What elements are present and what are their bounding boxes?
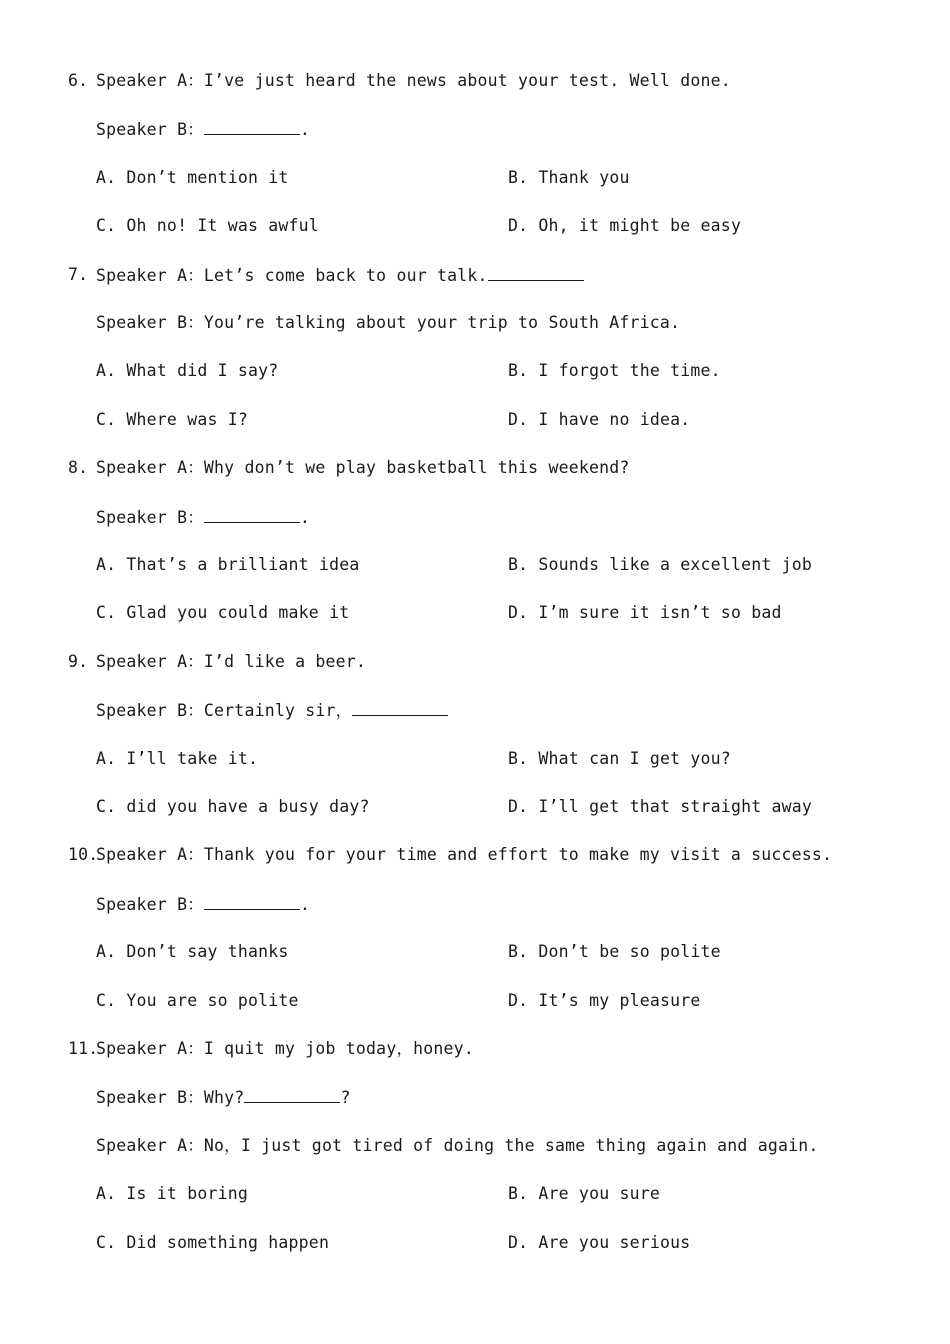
answer-blank[interactable] bbox=[488, 264, 584, 281]
question-number: 9. bbox=[68, 651, 89, 671]
dialogue-text-before: Speaker A：I’ve just heard the news about your test. Well done. bbox=[96, 71, 731, 90]
answer-option[interactable]: C. You are so polite bbox=[96, 990, 299, 1010]
dialogue-text bbox=[96, 506, 310, 529]
answer-option[interactable]: B. What can I get you? bbox=[508, 748, 731, 768]
answer-blank[interactable] bbox=[204, 506, 300, 523]
answer-option[interactable]: D. I have no idea. bbox=[508, 409, 691, 429]
dialogue-text-before: Speaker B：You’re talking about your trip to South Africa. bbox=[96, 313, 681, 332]
dialogue-text-before: Speaker A：I quit my job today，honey. bbox=[96, 1039, 474, 1058]
question-number: 8. bbox=[68, 458, 89, 478]
answer-option[interactable]: A. Don’t mention it bbox=[96, 167, 289, 187]
dialogue-text-before: Speaker B：Why? bbox=[96, 1088, 245, 1108]
answer-option[interactable]: A. What did I say? bbox=[96, 361, 279, 381]
dialogue-text bbox=[96, 70, 731, 92]
question-number: 11. bbox=[68, 1039, 99, 1058]
dialogue-text-before: Speaker A：Thank you for your time and effort to make my visit a success. bbox=[96, 845, 833, 865]
answer-option[interactable]: B. I forgot the time. bbox=[508, 361, 721, 381]
answer-option[interactable]: D. I’m sure it isn’t so bad bbox=[508, 603, 782, 623]
dialogue-text-before: Speaker A：No，I just got tired of doing the same thing again and again. bbox=[96, 1135, 819, 1155]
dialogue-text-before: Speaker B： bbox=[96, 507, 204, 527]
answer-option[interactable]: C. Did something happen bbox=[96, 1232, 330, 1252]
answer-option[interactable]: B. Are you sure bbox=[508, 1184, 661, 1204]
answer-option[interactable]: D. Are you serious bbox=[508, 1232, 691, 1252]
dialogue-text bbox=[96, 893, 310, 916]
answer-option[interactable]: C. Glad you could make it bbox=[96, 603, 350, 623]
dialogue-text bbox=[96, 844, 832, 866]
dialogue-text-after: . bbox=[299, 894, 311, 914]
dialogue-text bbox=[96, 699, 448, 722]
dialogue-text bbox=[96, 457, 630, 479]
dialogue-text bbox=[96, 264, 584, 287]
dialogue-text-before: Speaker B：Certainly sir， bbox=[96, 701, 353, 721]
dialogue-text-after: . bbox=[299, 507, 311, 527]
dialogue-text-after: ? bbox=[340, 1088, 351, 1108]
answer-option[interactable]: B. Sounds like a excellent job bbox=[508, 555, 813, 574]
question-number: 7. bbox=[68, 264, 89, 284]
answer-option[interactable]: D. Oh, it might be easy bbox=[508, 216, 742, 236]
dialogue-text bbox=[96, 1038, 474, 1060]
dialogue-text bbox=[96, 118, 310, 141]
dialogue-text-before: Speaker A：Why don’t we play basketball this weekend? bbox=[96, 458, 630, 478]
dialogue-text bbox=[96, 1135, 819, 1157]
answer-option[interactable]: C. Oh no! It was awful bbox=[96, 216, 319, 236]
dialogue-text-before: Speaker B： bbox=[96, 894, 204, 914]
dialogue-text bbox=[96, 651, 366, 673]
dialogue-text-after: . bbox=[299, 120, 311, 140]
answer-option[interactable]: A. Is it boring bbox=[96, 1184, 249, 1204]
dialogue-text bbox=[96, 1086, 351, 1109]
answer-blank[interactable] bbox=[244, 1086, 340, 1103]
answer-option[interactable]: A. I’ll take it. bbox=[96, 748, 259, 768]
answer-option[interactable]: B. Don’t be so polite bbox=[508, 942, 721, 962]
answer-blank[interactable] bbox=[352, 699, 448, 716]
dialogue-text bbox=[96, 312, 680, 334]
answer-option[interactable]: D. I’ll get that straight away bbox=[508, 797, 813, 816]
answer-option[interactable]: D. It’s my pleasure bbox=[508, 990, 701, 1010]
answer-option[interactable]: A. That’s a brilliant idea bbox=[96, 555, 360, 574]
question-number: 10. bbox=[68, 845, 99, 865]
dialogue-text-before: Speaker A：Let’s come back to our talk. bbox=[96, 265, 488, 285]
answer-option[interactable]: B. Thank you bbox=[508, 167, 630, 187]
answer-blank[interactable] bbox=[204, 893, 300, 910]
answer-option[interactable]: C. did you have a busy day? bbox=[96, 797, 370, 816]
answer-blank[interactable] bbox=[204, 118, 300, 135]
answer-option[interactable]: C. Where was I? bbox=[96, 409, 249, 429]
dialogue-text-before: Speaker B： bbox=[96, 120, 204, 140]
answer-option[interactable]: A. Don’t say thanks bbox=[96, 942, 289, 962]
dialogue-text-before: Speaker A：I’d like a beer. bbox=[96, 651, 367, 671]
question-number: 6. bbox=[68, 71, 89, 90]
